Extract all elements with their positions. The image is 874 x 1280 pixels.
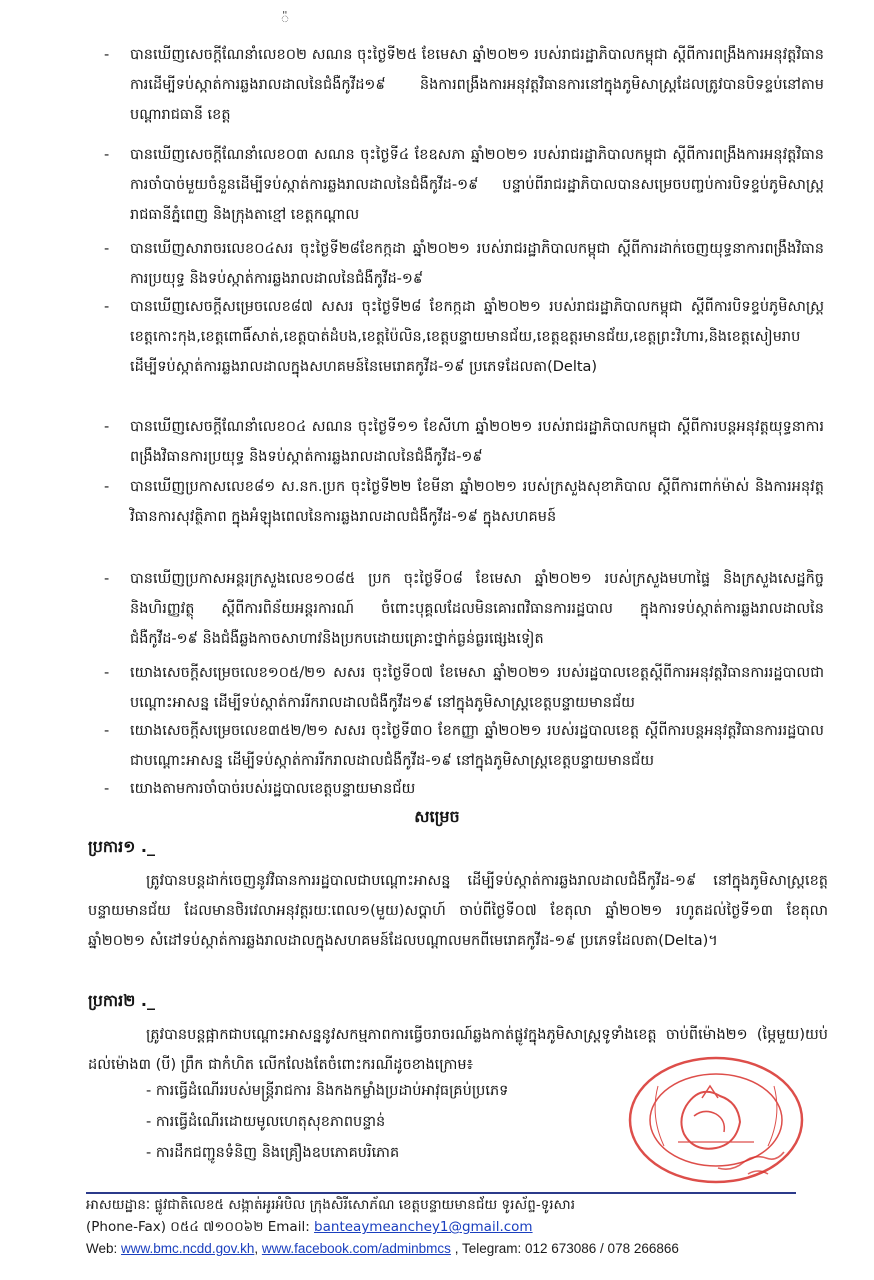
facebook-separator: , — [254, 1241, 262, 1256]
bullet-dash: - — [104, 47, 110, 63]
reference-item — [104, 472, 824, 564]
exception-item: - ការធ្វើដំណើររបស់មន្ត្រីរាជការ និងកងកម្លាំងប្រដាប់អាវុធគ្រប់ប្រភេទ — [146, 1083, 509, 1099]
reference-item — [104, 774, 824, 804]
footer-web — [86, 1238, 866, 1260]
bullet-dash: - — [104, 781, 110, 797]
facebook-link[interactable]: www.facebook.com/adminbmcs — [261, 1241, 451, 1256]
website-link[interactable]: www.bmc.ncdd.gov.kh — [121, 1241, 255, 1256]
reference-item — [104, 564, 824, 658]
reference-item — [104, 140, 824, 234]
bullet-dash: - — [104, 665, 110, 681]
reference-item — [104, 658, 824, 716]
reference-item — [104, 40, 824, 140]
reference-text: យោងសេចក្តីសម្រេចលេខ៣៥២/២១ សសរ ចុះថ្ងៃទី៣០ ខែកញ្ញា ឆ្នាំ២០២១ របស់រដ្ឋបាលខេត្ត ស្តីពីការបន្តអនុវត្តវិធានការរដ្ឋបាលជាបណ្តោះអាសន្ន ដើម្បីទប់ស្កាត់ការរីករាលដាលជំងឺកូវីដ-១៩ នៅក្នុងភូមិសាស្ត្រខេត្តបន្ទាយមានជ័យ — [130, 723, 824, 769]
email-link[interactable]: banteaymeanchey1@gmail.com — [314, 1219, 533, 1235]
article-1-title: ប្រការ១ ._ — [88, 837, 155, 856]
exception-list — [146, 1076, 646, 1169]
bullet-dash: - — [104, 241, 110, 257]
reference-text: បានឃើញសេចក្តីណែនាំលេខ០២ សណន ចុះថ្ងៃទី២៥ ខែមេសា ឆ្នាំ២០២១ របស់រាជរដ្ឋាភិបាលកម្ពុជា ស្តីពីការពង្រឹងការអនុវត្តវិធានការដើម្បីទប់ស្កាត់ការឆ្លងរាលដាលនៃជំងឺកូវីដ១៩ និងការពង្រឹងការអនុវត្តវិធានការនៅក្នុងភូមិសាស្ត្រដែលត្រូវបានបិទខ្ទប់នៅតាមបណ្តារាជធានី ខេត្ត — [130, 47, 824, 123]
reference-text: យោងតាមការចាំបាច់របស់រដ្ឋបាលខេត្តបន្ទាយមានជ័យ — [130, 781, 416, 797]
footer-contact — [86, 1216, 866, 1238]
top-mark: ៉ — [281, 12, 290, 28]
bullet-dash: - — [104, 571, 110, 587]
reference-text: បានឃើញសេចក្តីសម្រេចលេខ៨៧ សសរ ចុះថ្ងៃទី២៨ ខែកក្កដា ឆ្នាំ២០២១ របស់រាជរដ្ឋាភិបាលកម្ពុជា ស្តីពីការបិទខ្ទប់ភូមិសាស្ត្រខេត្តកោះកុង,ខេត្តពោធិ៍សាត់,ខេត្តបាត់ដំបង,ខេត្តប៉ៃលិន,ខេត្តបន្ទាយមានជ័យ,ខេត្តឧត្តរមានជ័យ,ខេត្តព្រះវិហារ,និងខេត្តសៀមរាប ដើម្បីទប់ស្កាត់ការឆ្លងរាលដាលក្នុងសហគមន៍នៃមេរោគកូវីដ-១៩ ប្រភេទដែលតា(Delta) — [130, 299, 824, 375]
reference-list — [104, 40, 824, 804]
footer — [86, 1194, 866, 1260]
reference-item — [104, 292, 824, 412]
reference-text: យោងសេចក្តីសម្រេចលេខ១០៥/២១ សសរ ចុះថ្ងៃទី០៧ ខែមេសា ឆ្នាំ២០២១ របស់រដ្ឋបាលខេត្តស្តីពីការអនុវត្តវិធានការរដ្ឋបាលជាបណ្តោះអាសន្ន ដើម្បីទប់ស្កាត់ការរីករាលដាលជំងឺកូវីដ១៩ នៅក្នុងភូមិសាស្ត្រខេត្តបន្ទាយមានជ័យ — [130, 665, 824, 711]
bullet-dash: - — [104, 299, 110, 315]
reference-text: បានឃើញសារាចរលេខ០៤សរ ចុះថ្ងៃទី២៨ខែកក្កដា ឆ្នាំ២០២១ របស់រាជរដ្ឋាភិបាលកម្ពុជា ស្តីពីការដាក់ចេញយុទ្ធនាការពង្រឹងវិធានការប្រយុទ្ធ និងទប់ស្កាត់ការឆ្លងរាលដាលនៃជំងឺកូវីដ-១៩ — [130, 241, 824, 287]
footer-address: អាសយដ្ឋានៈ ផ្លូវជាតិលេខ៥ សង្កាត់អូរអំបិល ក្រុងសិរីសោភ័ណ ខេត្តបន្ទាយមានជ័យ ទូរស័ព្ទ-ទូរសារ — [86, 1197, 575, 1213]
article-2-body: ត្រូវបានបន្តផ្អាកជាបណ្តោះអាសន្ននូវសកម្មភាពការធ្វើចរាចរណ៍ឆ្លងកាត់ផ្លូវក្នុងភូមិសាស្ត្រទូទាំងខេត្ត ចាប់ពីម៉ោង២១ (ម្ភៃមួយ)យប់ ដល់ម៉ោង៣ (បី) ព្រឹក ជាកំហិត លើកលែងតែចំពោះករណីដូចខាងក្រោម៖ — [88, 1027, 828, 1073]
phone-fax: (Phone-Fax) ០៥៤ ៧១០០៦២ Email: — [86, 1219, 310, 1235]
reference-item — [104, 716, 824, 774]
article-1-body: ត្រូវបានបន្តដាក់ចេញនូវវិធានការរដ្ឋបាលជាបណ្តោះអាសន្ន ដើម្បីទប់ស្កាត់ការឆ្លងរាលដាលជំងឺកូវីដ-១៩ នៅក្នុងភូមិសាស្ត្រខេត្តបន្ទាយមានជ័យ ដែលមានថិរវេលាអនុវត្តរយៈពេល១(មួយ)សប្តាហ៍ ចាប់ពីថ្ងៃទី០៧ ខែតុលា ឆ្នាំ២០២១ រហូតដល់ថ្ងៃទី១៣ ខែតុលា ឆ្នាំ២០២១ សំដៅទប់ស្កាត់ការឆ្លងរាលដាលក្នុងសហគមន៍ដែលបណ្តាលមកពីមេរោគកូវីដ-១៩ ប្រភេទដែលតា(Delta)។ — [88, 873, 828, 949]
reference-item — [104, 412, 824, 472]
exception-item: - ការធ្វើដំណើរដោយមូលហេតុសុខភាពបន្ទាន់ — [146, 1114, 386, 1130]
article-2-title: ប្រការ២ ._ — [88, 991, 155, 1010]
reference-text: បានឃើញសេចក្តីណែនាំលេខ០៤ សណន ចុះថ្ងៃទី១១ ខែសីហា ឆ្នាំ២០២១ របស់រាជរដ្ឋាភិបាលកម្ពុជា ស្តីពីការបន្តអនុវត្តយុទ្ធនាការពង្រឹងវិធានការប្រយុទ្ធ និងទប់ស្កាត់ការឆ្លងរាលដាលនៃជំងឺកូវីដ-១៩ — [130, 419, 824, 465]
bullet-dash: - — [104, 419, 110, 435]
reference-text: បានឃើញប្រកាសលេខ៨១ ស.នក.ប្រក ចុះថ្ងៃទី២២ ខែមីនា ឆ្នាំ២០២១ របស់ក្រសួងសុខាភិបាល ស្តីពីការពាក់ម៉ាស់ និងការអនុវត្តវិធានការសុវត្ថិភាព ក្នុងអំឡុងពេលនៃការឆ្លងរាលដាលជំងឺកូវីដ-១៩ ក្នុងសហគមន៍ — [130, 479, 824, 525]
official-seal-icon — [598, 1046, 808, 1186]
telegram-contact: , Telegram: 012 673086 / 078 266866 — [454, 1241, 679, 1256]
reference-text: បានឃើញសេចក្តីណែនាំលេខ០៣ សណន ចុះថ្ងៃទី៤ ខែឧសភា ឆ្នាំ២០២១ របស់រាជរដ្ឋាភិបាលកម្ពុជា ស្តីពីការពង្រឹងការអនុវត្តវិធានការចាំបាច់មួយចំនួនដើម្បីទប់ស្កាត់ការឆ្លងរាលដាលនៃជំងឺកូវីដ-១៩ បន្ទាប់ពីរាជរដ្ឋាភិបាលបានសម្រេចបញ្ចប់ការបិទខ្ទប់ភូមិសាស្ត្ររាជធានីភ្នំពេញ និងក្រុងតាខ្មៅ ខេត្តកណ្តាល — [130, 147, 824, 223]
web-label: Web: — [86, 1241, 118, 1256]
reference-item — [104, 234, 824, 292]
reference-text: បានឃើញប្រកាសអន្តរក្រសួងលេខ១០៨៥ ប្រក ចុះថ្ងៃទី០៨ ខែមេសា ឆ្នាំ២០២១ របស់ក្រសួងមហាផ្ទៃ និងក្រសួងសេដ្ឋកិច្ច និងហិរញ្ញវត្ថុ ស្តីពីការពិន័យអន្តរការណ៍ ចំពោះបុគ្គលដែលមិនគោរពវិធានការរដ្ឋបាល ក្នុងការទប់ស្កាត់ការឆ្លងរាលដាលនៃជំងឺកូវីដ-១៩ និងជំងឺឆ្លងកាចសាហាវនិងប្រកបដោយគ្រោះថ្នាក់ធ្ងន់ធ្ងរផ្សេងទៀត — [130, 571, 824, 647]
decision-heading: សម្រេច — [414, 807, 460, 826]
bullet-dash: - — [104, 479, 110, 495]
bullet-dash: - — [104, 147, 110, 163]
bullet-dash: - — [104, 723, 110, 739]
exception-item: - ការដឹកជញ្ជូនទំនិញ និងគ្រឿងឧបភោគបរិភោគ — [146, 1145, 400, 1161]
